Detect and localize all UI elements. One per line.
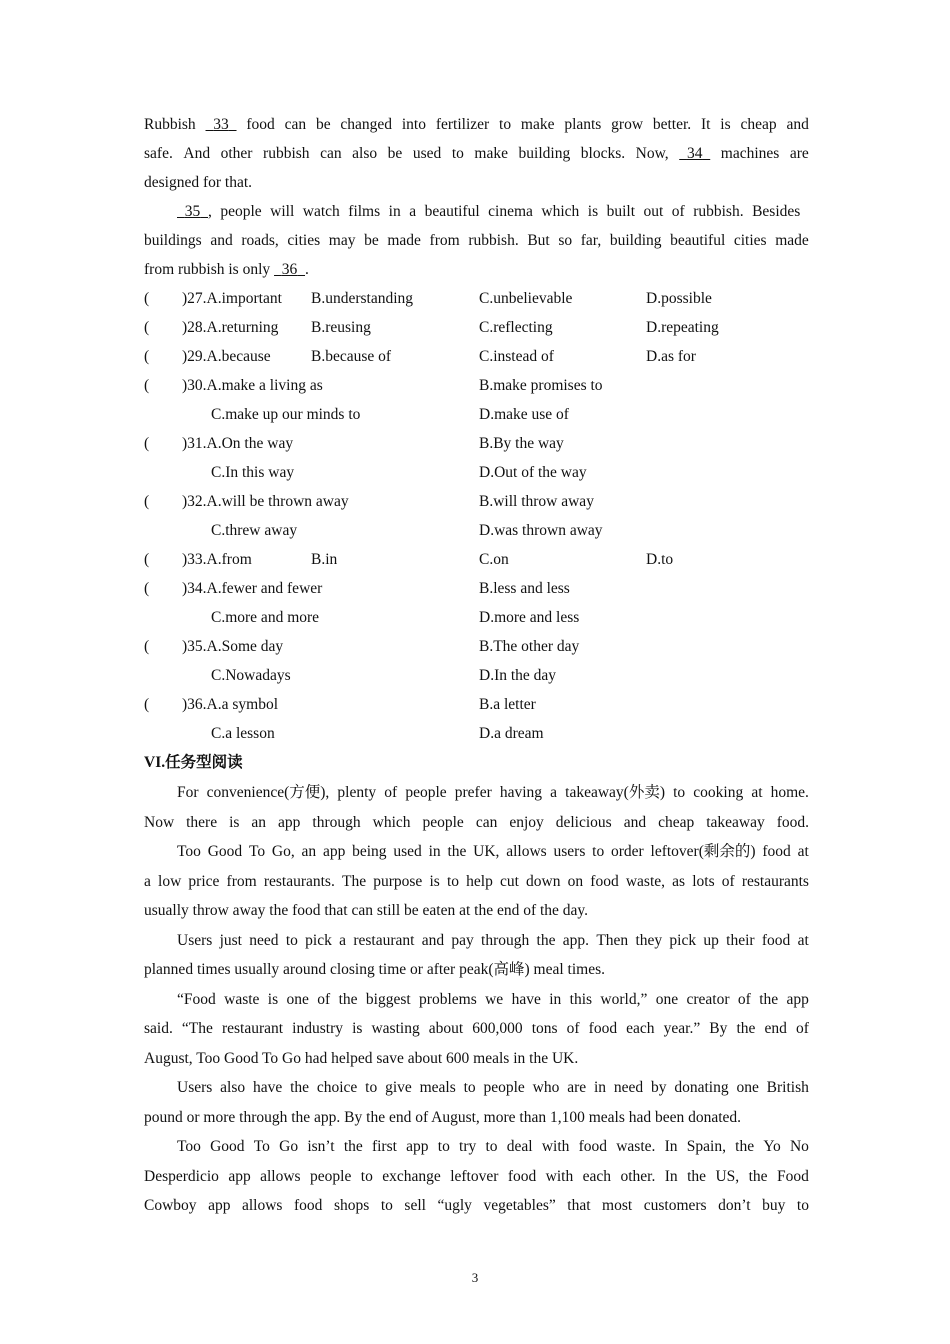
word: other. [620,1167,656,1185]
word: Too [177,843,201,860]
option-b[interactable]: B.a letter [479,696,536,713]
word: plenty [337,784,377,801]
blank-36[interactable]: 36 [281,261,298,278]
word: first [371,1138,397,1155]
word: at [797,931,809,949]
word: waste [224,990,260,1008]
word: enjoy [509,813,544,831]
word: to [592,843,605,860]
blank-35[interactable]: 35 [184,203,201,220]
word: app [278,813,301,831]
word: food [762,843,791,860]
word: pay [451,931,474,949]
word: also [220,1079,246,1096]
text-line: designed for that. [144,174,253,191]
word: restaurants. [263,872,335,890]
text-line: pound or more through the app. By the end of August, more than 1,100 meals had been donated. [144,1108,742,1126]
option-a[interactable]: A.important [206,290,282,307]
word: To [248,843,266,860]
word: British [766,1079,809,1096]
word: to [796,1197,809,1214]
word: said. [144,1020,173,1037]
option-b[interactable]: B.make promises to [479,377,603,394]
option-d[interactable]: D.possible [646,290,712,307]
word: food [588,1020,618,1037]
question-36: ( )36.A.a symbol B.a letter [144,690,809,719]
word: The [341,872,367,890]
word: up [703,931,719,949]
word: is [229,813,240,831]
word: to [380,1197,393,1214]
question-28: ( )28.A.returning B.reusing C.reflecting D.repeating [144,313,809,342]
option-d[interactable]: D.to [646,551,674,568]
word: users [553,843,586,860]
option-d[interactable]: D.was thrown away [479,522,603,539]
word: Go [279,1138,299,1155]
word: pick [669,931,697,949]
word: donating [674,1079,729,1096]
question-32: ( )32.A.will be thrown away B.will throw away [144,487,809,516]
word: just [219,931,242,949]
option-a[interactable]: A.returning [206,319,279,336]
text-line [144,1132,809,1162]
word: the [687,1167,707,1185]
word: lots [692,872,715,890]
word: purpose [373,872,423,890]
word: need [249,931,279,949]
word: pick [305,931,332,949]
word: choice [316,1079,358,1096]
word: food [590,872,619,890]
word: we [485,990,504,1008]
word: don’t [718,1197,751,1214]
answer-paren[interactable]: ( [144,319,150,336]
word: are [567,1079,587,1096]
word: restaurants [741,872,809,890]
word: people [483,1079,525,1096]
word: isn’t [307,1138,335,1155]
option-d[interactable]: D.Out of the way [479,464,587,481]
reading-paragraph-3 [144,926,809,985]
word: people [310,1167,352,1185]
word: food [578,1138,608,1155]
cloze-paragraph-2 [144,197,809,284]
question-27: ( )27.A.important B.understanding C.unbelievable D.possible [144,284,809,313]
word: to [463,1079,476,1096]
word: of [737,990,751,1008]
word: app [228,1167,251,1185]
option-c[interactable]: C.make up our minds to [211,406,361,423]
text-line: planned times usually around closing time or after peak(高峰) meal times. [144,961,605,978]
text-line [144,985,809,1015]
question-33: ( )33.A.from B.in C.on D.to [144,545,809,574]
word: at [797,843,809,860]
word: have [252,1079,283,1096]
word: need [613,1079,644,1096]
word: a [339,931,347,949]
question-36-row2 [144,719,809,748]
word: can [475,813,498,831]
word: having [499,784,543,801]
text-line [144,926,809,956]
text-line: from rubbish is only 36 . [144,261,309,278]
word: one [736,1079,759,1096]
word: food [507,1167,537,1185]
word: the [736,1020,756,1037]
word: wasting [371,1020,420,1037]
word: In [664,1138,678,1155]
word: who [532,1079,560,1096]
word: Good [207,843,243,860]
option-a[interactable]: A.from [206,551,252,568]
answer-paren[interactable]: ( [144,290,150,307]
text-line: buildings and roads, cities may be made from rubbish. But so far, building beautiful cities made [144,232,809,249]
word: delicious [555,813,612,831]
word: by [651,1079,667,1096]
option-c[interactable]: C.unbelievable [479,290,573,307]
option-a[interactable]: A.make a living as [206,377,323,394]
answer-paren[interactable]: ( [144,551,150,568]
option-c[interactable]: C.a lesson [211,725,275,742]
word: each [582,1167,612,1185]
word: give [385,1079,412,1096]
word: Good [210,1138,245,1155]
word: which [372,813,411,831]
word: Users [177,931,213,949]
option-b[interactable]: B.understanding [311,290,414,307]
word: home. [770,784,809,801]
word: Food [776,1167,809,1185]
word: of [317,990,331,1008]
word: the [735,1138,755,1155]
word: restaurant [353,931,415,949]
word: most [602,1197,633,1214]
option-d[interactable]: D.repeating [646,319,719,336]
text-line [144,778,809,808]
answer-paren[interactable]: ( [144,493,150,510]
text-line: 35 , people will watch films in a beautiful cinema which is built out of rubbish. Besides [144,197,809,226]
word: have [511,990,541,1008]
option-a[interactable]: A.fewer and fewer [206,580,323,597]
word: allows [260,1167,301,1185]
word: of [566,1020,580,1037]
word: order [611,843,644,860]
option-c[interactable]: C.In this way [211,464,295,481]
word: convenience(方便), [206,784,330,801]
word: deal [506,1138,533,1155]
word: biggest [365,990,411,1008]
answer-paren[interactable]: ( [144,348,150,365]
text-line [144,1191,809,1221]
word: try [459,1138,477,1155]
answer-paren[interactable]: ( [144,638,150,655]
word: an [301,843,317,860]
reading-paragraph-4 [144,985,809,1074]
word: price [188,872,220,890]
word: Yo [763,1138,781,1155]
word: on [567,872,584,890]
word: the [338,990,358,1008]
word: Users [177,1079,213,1096]
word: with [541,1138,570,1155]
word: No [789,1138,809,1155]
word: people [422,813,464,831]
word: Cowboy [144,1197,197,1214]
word: tons [531,1020,558,1037]
option-c[interactable]: C.more and more [211,609,320,626]
word: app [208,1197,231,1214]
text-line: August, Too Good To Go had helped save about 600 meals in the UK. [144,1049,579,1067]
reading-paragraph-1 [144,778,809,837]
word: at [751,784,763,801]
word: the [536,931,556,949]
word: to [437,1138,450,1155]
word: about [428,1020,464,1037]
word: Now [144,813,175,831]
question-31: ( )31.A.On the way B.By the way [144,429,809,458]
word: one [286,990,309,1008]
word: and [623,813,647,831]
text-line [144,1014,809,1044]
word: to [365,1079,378,1096]
word: For [177,784,199,801]
word: waste. [616,1138,656,1155]
word: in [549,990,562,1008]
word: Desperdicio [144,1167,219,1185]
option-a[interactable]: A.On the way [206,435,294,452]
text-line: safe. And other rubbish can also be used to make building blocks. Now, 34 machines are [144,139,809,168]
option-d[interactable]: D.more and less [479,609,580,626]
option-c[interactable]: C.on [479,551,509,568]
word: allows [242,1197,283,1214]
blank-33[interactable]: 33 [213,116,229,133]
word: shops [333,1197,370,1214]
word: takeaway(外卖) [565,784,665,801]
word: the [759,990,779,1008]
word: used [393,843,422,860]
option-d[interactable]: D.make use of [479,406,569,423]
text-line [144,1162,809,1192]
word: cut [499,872,519,890]
word: allows [506,843,547,860]
word: each [626,1020,655,1037]
word: sell [404,1197,426,1214]
word: food. [776,813,809,831]
word: to [673,784,686,801]
word: people [405,784,447,801]
word: the [290,1079,310,1096]
word: as [672,872,686,890]
word: a [550,784,558,801]
word: being [352,843,387,860]
word: In [664,1167,678,1185]
word: of [384,784,398,801]
word: By [709,1020,728,1037]
word: US, [715,1167,740,1185]
word: takeaway [706,813,765,831]
option-b[interactable]: B.reusing [311,319,371,336]
word: restaurant [221,1020,284,1037]
option-c[interactable]: C.threw away [211,522,298,539]
word: they [635,931,663,949]
option-d[interactable]: D.as for [646,348,696,365]
word: that [567,1197,591,1214]
word: and [421,931,445,949]
option-b[interactable]: B.will throw away [479,493,594,510]
word: an [251,813,267,831]
answer-paren[interactable]: ( [144,696,150,713]
word: “ugly [437,1197,472,1214]
option-a[interactable]: A.because [206,348,271,365]
reading-paragraph-6 [144,1132,809,1221]
word: the [748,1167,768,1185]
text-line [144,1073,809,1103]
word: world,” [600,990,648,1008]
reading-paragraph-5 [144,1073,809,1132]
word: help [466,872,493,890]
word: is [267,990,279,1008]
word: 600,000 [472,1020,523,1037]
word: app [406,1138,429,1155]
word: To [253,1138,270,1155]
word: to [446,872,459,890]
word: waste, [625,872,666,890]
word: app [322,843,346,860]
word: a [144,872,151,890]
word: industry [292,1020,343,1037]
option-c[interactable]: C.reflecting [479,319,553,336]
word: from [226,872,257,890]
word: “Food [177,990,216,1008]
word: of [721,872,735,890]
word: with [545,1167,574,1185]
word: of [795,1020,809,1037]
word: meals [419,1079,456,1096]
option-a[interactable]: A.Some day [206,638,284,655]
word: buy [762,1197,786,1214]
word: Too [177,1138,201,1155]
word: vegetables” [483,1197,556,1214]
text-line: Rubbish 33 food can be changed into fertilizer to make plants grow better. It is cheap and [144,110,809,139]
word: cheap [658,813,695,831]
word: year.” [663,1020,701,1037]
option-b[interactable]: B.in [311,551,338,568]
question-34-row2 [144,603,809,632]
document-body [144,110,809,1221]
option-d[interactable]: D.In the day [479,667,557,684]
question-35: ( )35.A.Some day B.The other day [144,632,809,661]
question-30-row2 [144,400,809,429]
text-line [144,867,809,897]
word: UK, [473,843,500,860]
question-list [144,284,809,748]
word: to [285,931,298,949]
answer-paren[interactable]: ( [144,435,150,452]
word: in [428,843,441,860]
word: down [526,872,561,890]
option-c[interactable]: C.Nowadays [211,667,291,684]
word: to [360,1167,373,1185]
word: creator [686,990,730,1008]
word: prefer [454,784,492,801]
word: app [786,990,809,1008]
word: the [447,843,467,860]
word: this [569,990,593,1008]
option-b[interactable]: B.The other day [479,638,580,655]
word: app. [562,931,590,949]
answer-paren[interactable]: ( [144,377,150,394]
reading-paragraph-2 [144,837,809,926]
word: problems [419,990,477,1008]
blank-34[interactable]: 34 [686,145,703,162]
word: cooking [693,784,744,801]
question-30: ( )30.A.make a living as B.make promises to [144,371,809,400]
answer-paren[interactable]: ( [144,580,150,597]
word: their [726,931,755,949]
word: to [485,1138,498,1155]
section-heading: VI.任务型阅读 [144,754,243,771]
option-b[interactable]: B.because of [311,348,392,365]
page-number: 3 [471,1270,479,1285]
word: food [761,931,791,949]
word: leftover(剩余的) [650,843,756,860]
word: end [764,1020,787,1037]
question-34: ( )34.A.fewer and fewer B.less and less [144,574,809,603]
question-29: ( )29.A.because B.because of C.instead of D.as for [144,342,809,371]
word: through [481,931,530,949]
word: “The [181,1020,213,1037]
cloze-paragraph-1 [144,110,809,197]
text-line: usually throw away the food that can still be eaten at the end of the day. [144,902,589,919]
option-c[interactable]: C.instead of [479,348,554,365]
word: Go, [271,843,295,860]
text-line [144,808,809,838]
word: food [294,1197,323,1214]
word: in [593,1079,607,1096]
word: through [312,813,361,831]
word: Spain, [686,1138,726,1155]
option-a[interactable]: A.a symbol [206,696,279,713]
word: is [429,872,440,890]
option-b[interactable]: B.less and less [479,580,570,597]
option-b[interactable]: B.By the way [479,435,564,452]
word: one [655,990,679,1008]
word: there [186,813,218,831]
reading-passage [144,778,809,1221]
question-31-row2 [144,458,809,487]
word: Then [596,931,629,949]
option-a[interactable]: A.will be thrown away [206,493,349,510]
word: customers [643,1197,707,1214]
word: is [352,1020,363,1037]
word: exchange [382,1167,441,1185]
question-35-row2 [144,661,809,690]
text-line [144,837,809,867]
word: low [158,872,182,890]
option-d[interactable]: D.a dream [479,725,544,742]
word: the [343,1138,363,1155]
question-32-row2 [144,516,809,545]
word: leftover [450,1167,499,1185]
